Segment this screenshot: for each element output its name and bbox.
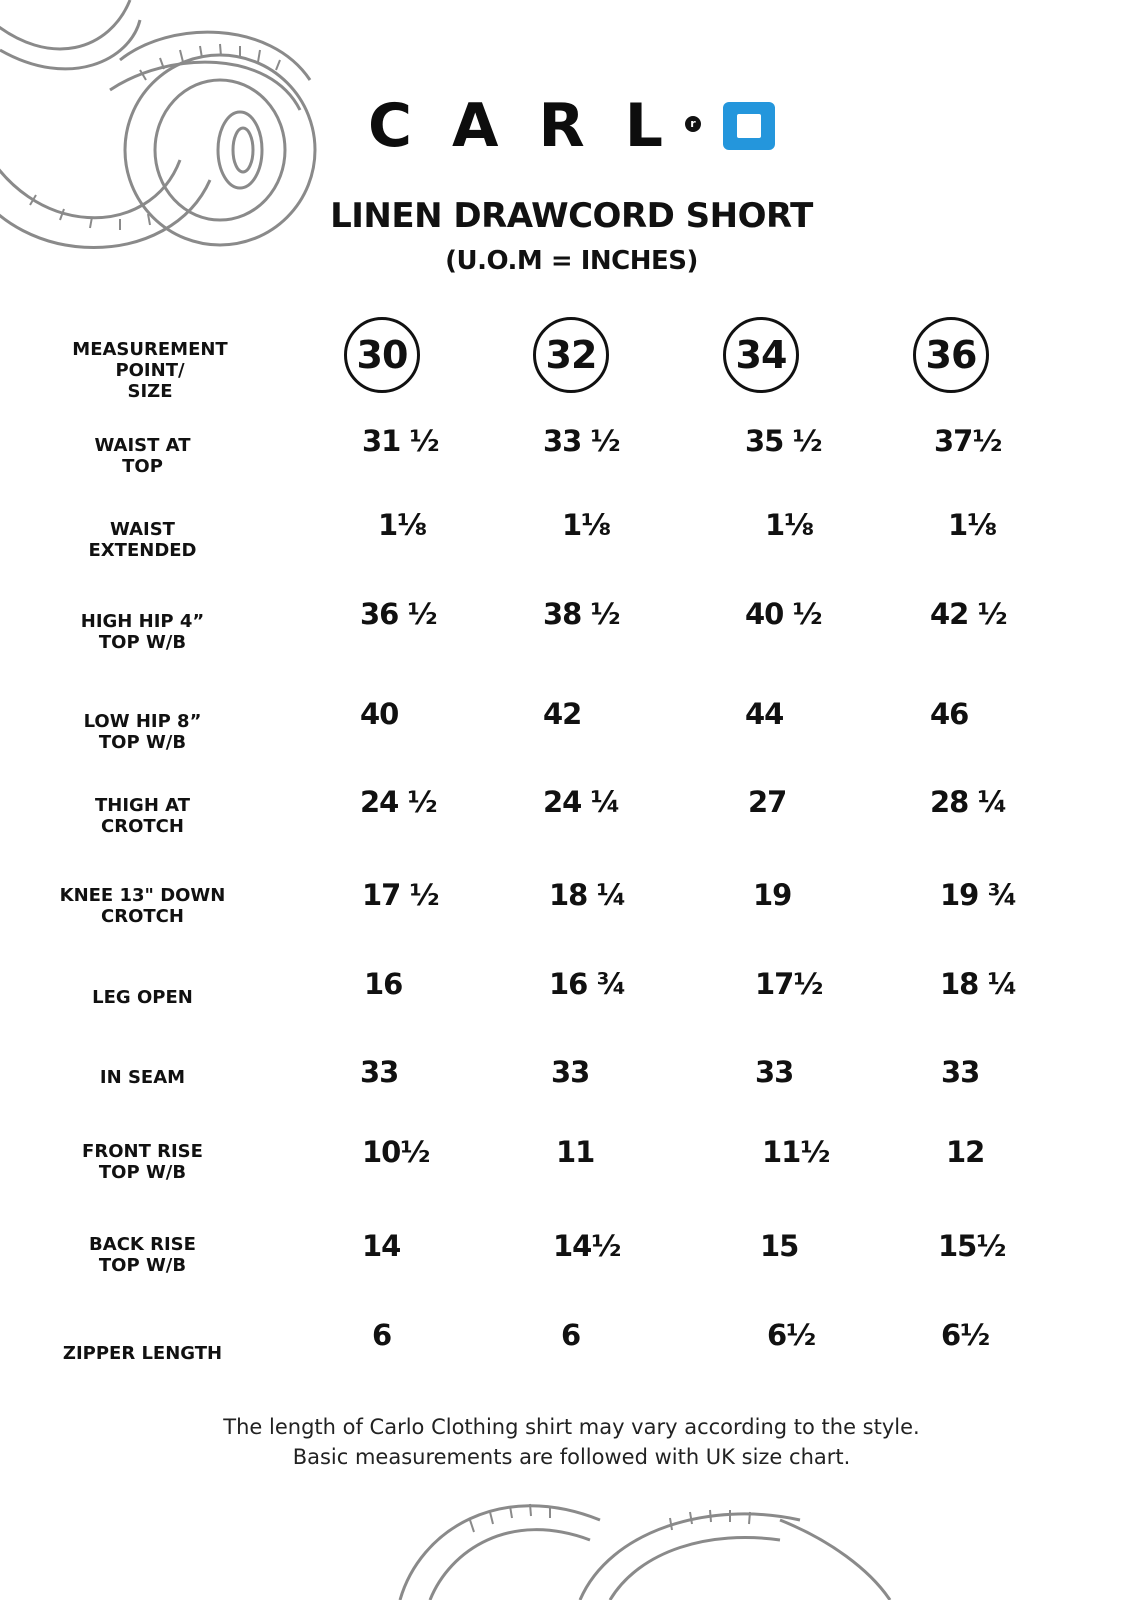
row-label-line: HIGH HIP 4” [80,611,205,632]
table-cell: 14½ [553,1229,621,1263]
footer-line: Basic measurements are followed with UK size chart. [292,1445,851,1469]
tape-measure-illustration [380,1490,900,1600]
row-label [30,1343,255,1364]
footer-note [0,1412,1143,1472]
header-label-line: MEASUREMENT POINT/ [72,339,228,381]
table-cell: 36 ½ [360,597,437,631]
table-cell: 10½ [362,1135,430,1169]
table-cell: 14 [362,1229,401,1263]
size-header-30: 30 [344,317,420,393]
header-label-line: SIZE [127,381,173,402]
row-label-line: TOP W/B [98,1255,187,1276]
table-cell: 6½ [767,1318,816,1352]
table-cell: 6 [372,1318,392,1352]
table-cell: 1⅛ [562,508,611,542]
footer-line: The length of Carlo Clothing shirt may vary according to the style. [223,1415,920,1439]
table-cell: 44 [745,697,784,731]
table-cell: 28 ¼ [930,785,1007,819]
table-cell: 18 ¼ [549,878,626,912]
page-title: LINEN DRAWCORD SHORT [330,196,813,236]
registered-mark: r [685,116,701,132]
table-cell: 17 ½ [362,878,439,912]
table-cell: 33 [941,1055,980,1089]
table-cell: 33 [551,1055,590,1089]
table-cell: 40 ½ [745,597,822,631]
row-label [40,1234,245,1276]
row-label [30,885,255,927]
logo-letter: A [452,91,499,161]
table-cell: 19 ¾ [940,878,1017,912]
logo-o-square [723,102,775,150]
table-cell: 42 [543,697,582,731]
table-cell: 6 [561,1318,581,1352]
row-label [40,795,245,837]
table-cell: 11 [556,1135,595,1169]
row-label [40,519,245,561]
table-cell: 38 ½ [543,597,620,631]
row-label [40,987,245,1008]
logo-letter: R [538,91,585,161]
logo-letter: L [624,91,663,161]
row-label [40,711,245,753]
row-label-line: IN SEAM [99,1067,186,1088]
table-cell: 27 [748,785,787,819]
logo-letter: C [368,91,413,161]
table-cell: 24 ¼ [543,785,620,819]
row-label-line: EXTENDED [88,540,197,561]
row-label-line: BACK RISE [89,1234,196,1255]
table-cell: 1⅛ [765,508,814,542]
measurement-point-header [40,339,260,402]
row-label-line: LEG OPEN [92,987,193,1008]
row-label-line: CROTCH [101,906,184,927]
table-cell: 18 ¼ [940,967,1017,1001]
page-subtitle: (U.O.M = INCHES) [445,246,698,276]
row-label-line: TOP [122,456,163,477]
row-label-line: ZIPPER LENGTH [62,1343,223,1364]
table-cell: 17½ [755,967,823,1001]
table-cell: 1⅛ [378,508,427,542]
table-cell: 15½ [938,1229,1006,1263]
row-label-line: KNEE 13" DOWN [59,885,226,906]
row-label-line: FRONT RISE [82,1141,203,1162]
table-cell: 33 [755,1055,794,1089]
row-label-line: WAIST AT [94,435,191,456]
table-cell: 35 ½ [745,424,822,458]
table-cell: 42 ½ [930,597,1007,631]
table-cell: 15 [760,1229,799,1263]
table-cell: 19 [753,878,792,912]
row-label-line: LOW HIP 8” [83,711,202,732]
size-header-34: 34 [723,317,799,393]
table-cell: 11½ [762,1135,830,1169]
table-cell: 6½ [941,1318,990,1352]
brand-logo [368,91,775,161]
table-cell: 16 ¾ [549,967,626,1001]
table-cell: 33 ½ [543,424,620,458]
row-label-line: TOP W/B [98,732,187,753]
table-cell: 31 ½ [362,424,439,458]
row-label-line: THIGH AT [95,795,190,816]
row-label [40,435,245,477]
table-cell: 16 [364,967,403,1001]
row-label-line: TOP W/B [98,632,187,653]
row-label-line: TOP W/B [98,1162,187,1183]
row-label [40,611,245,653]
table-cell: 24 ½ [360,785,437,819]
size-header-32: 32 [533,317,609,393]
table-cell: 40 [360,697,399,731]
table-cell: 1⅛ [948,508,997,542]
table-cell: 12 [946,1135,985,1169]
table-cell: 37½ [934,424,1002,458]
size-header-36: 36 [913,317,989,393]
row-label [40,1141,245,1183]
table-cell: 33 [360,1055,399,1089]
table-cell: 46 [930,697,969,731]
row-label [40,1067,245,1088]
row-label-line: WAIST [110,519,175,540]
row-label-line: CROTCH [101,816,184,837]
